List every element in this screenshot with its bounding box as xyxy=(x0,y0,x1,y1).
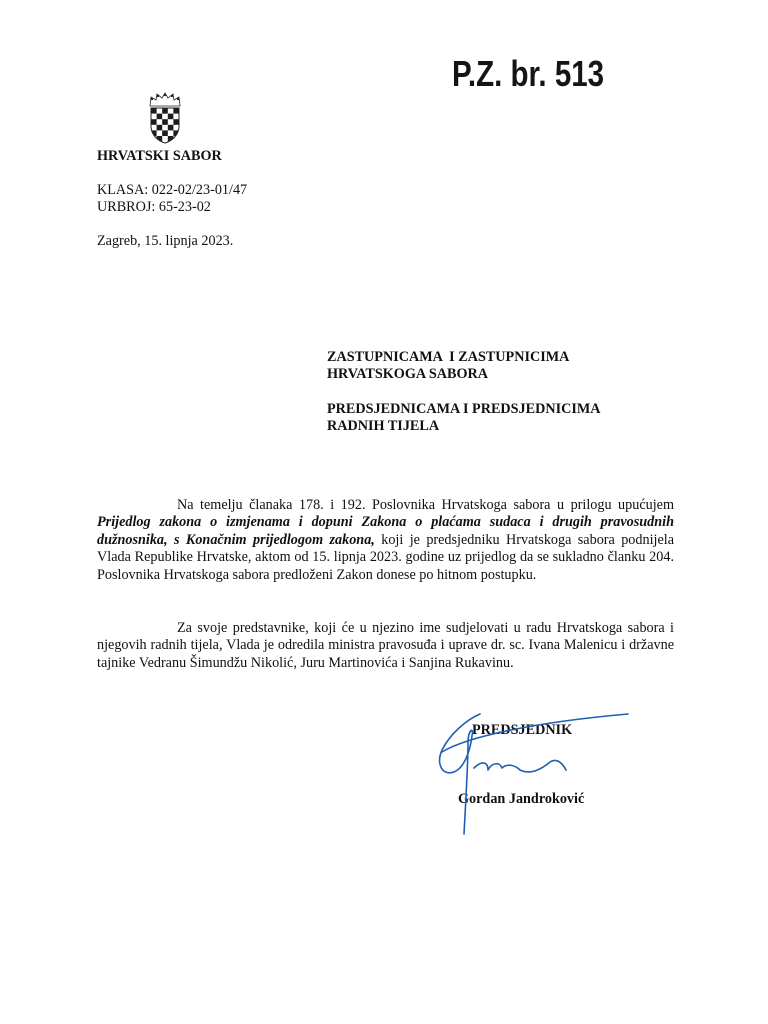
urbroj-reference: URBROJ: 65-23-02 xyxy=(97,199,211,215)
croatian-coat-of-arms-icon xyxy=(148,92,182,144)
handwritten-signature xyxy=(428,706,638,842)
addressee-line-1: ZASTUPNICAMA I ZASTUPNICIMA xyxy=(327,349,570,365)
addressee-line-3: PREDSJEDNICAMA I PREDSJEDNICIMA xyxy=(327,401,601,417)
paragraph-1-rest: koji je predsjedniku Hrvatskoga sabora podnijela Vlada Republike Hrvatske, aktom od 15. lipnja 2023. godine uz prijedlog da se sukladno članku 204. Poslovnika Hrvatskoga sabora predloženi Zakon donese po hitnom postupku. xyxy=(97,531,674,583)
paragraph-1-intro: Na temelju članaka 178. i 192. Poslovnika Hrvatskoga sabora u prilogu upućujem xyxy=(177,497,674,513)
paragraph-2-text: Za svoje predstavnike, koji će u njezino ime sudjelovati u radu Hrvatskoga sabora i njegovih radnih tijela, Vlada je odredila ministra pravosuđa i uprave dr. sc. Ivana Malenicu i državne tajnike Vedranu Šimundžu Nikolić, Juru Martinovića i Sanjina Rukavinu. xyxy=(97,620,674,671)
body-paragraph-1 xyxy=(97,497,674,584)
klasa-reference: KLASA: 022-02/23-01/47 xyxy=(97,182,248,198)
place-and-date: Zagreb, 15. lipnja 2023. xyxy=(97,233,234,249)
organization-name: HRVATSKI SABOR xyxy=(97,148,222,164)
body-paragraph-2 xyxy=(97,620,674,672)
signatory-title: PREDSJEDNIK xyxy=(472,722,573,738)
proposal-title: Prijedlog zakona o izmjenama i dopuni Zakona o plaćama sudaca i drugih pravosudnih dužnosnika, s Konačnim prijedlogom zakona, xyxy=(97,514,674,548)
addressee-line-2: HRVATSKOGA SABORA xyxy=(327,366,488,382)
signatory-name: Gordan Jandroković xyxy=(458,791,585,807)
document-number-stamp: P.Z. br. 513 xyxy=(452,53,605,94)
addressee-line-4: RADNIH TIJELA xyxy=(327,418,440,434)
